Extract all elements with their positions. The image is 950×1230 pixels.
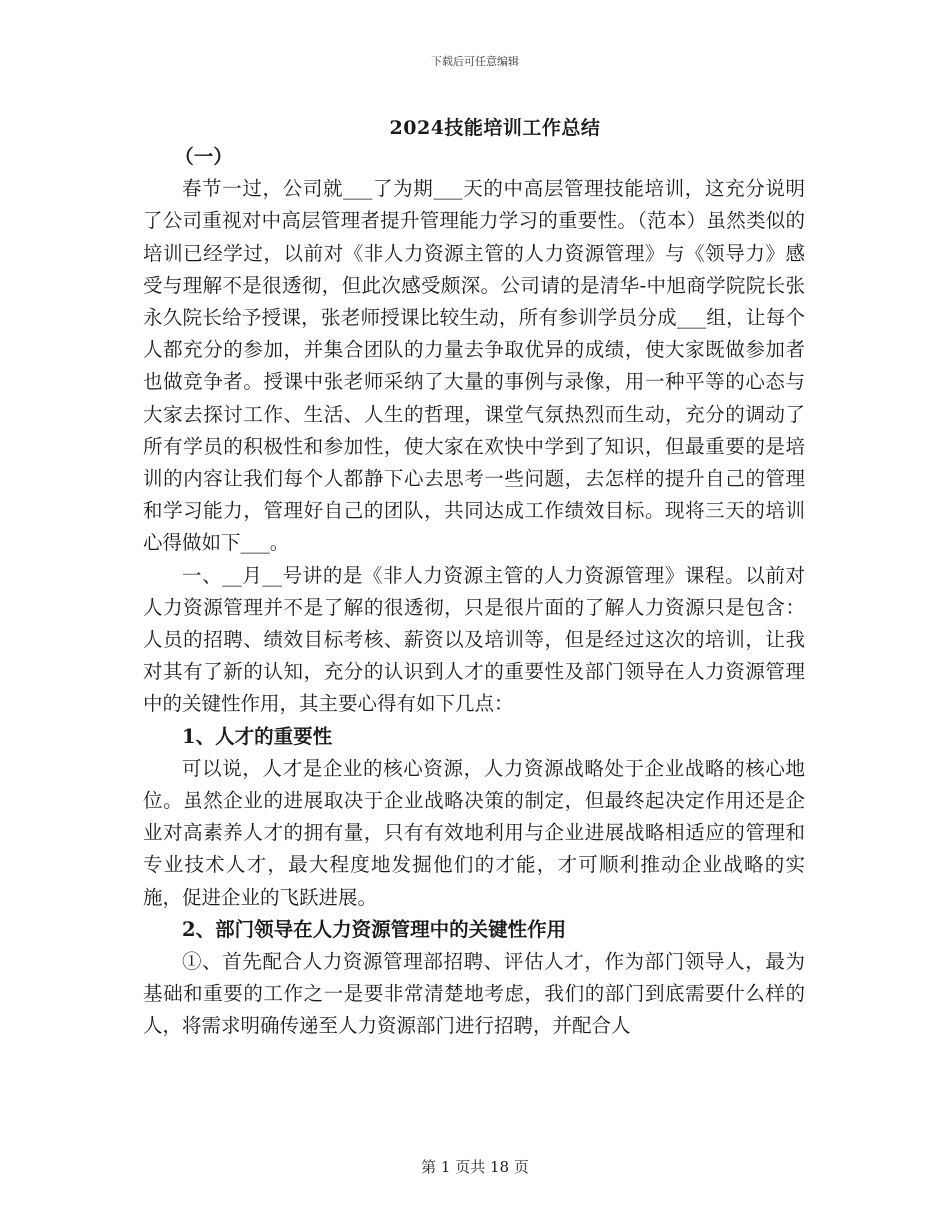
paragraph-talent: 可以说，人才是企业的核心资源，人力资源战略处于企业战略的核心地位。虽然企业的进展取决于企业战略决策的制定，但最终起决定作用还是企业对高素养人才的拥有量，只有有效地利用与企业进展战略相适应的管理和专业技术人才，最大程度地发掘他们的才能，才可顺利推动企业战略的实施，促进企业的飞跃进展。 bbox=[143, 756, 805, 909]
paragraph-course-one: 一、__月__号讲的是《非人力资源主管的人力资源管理》课程。以前对人力资源管理并不是了解的很透彻，只是很片面的了解人力资源只是包含：人员的招聘、绩效目标考核、薪资以及培训等，但是经过这次的培训，让我对其有了新的认知，充分的认识到人才的重要性及部门领导在人力资源管理中的关键性作用，其主要心得有如下几点： bbox=[143, 563, 805, 716]
document-title: 2024技能培训工作总结 bbox=[389, 117, 601, 139]
page-footer: 第 1 页共 18 页 bbox=[421, 1158, 529, 1176]
document-body bbox=[143, 141, 805, 1043]
paragraph-leader-role: ①、首先配合人力资源管理部招聘、评估人才，作为部门领导人，最为基础和重要的工作之一是要非常清楚地考虑，我们的部门到底需要什么样的人，将需求明确传递至人力资源部门进行招聘，并配合人 bbox=[143, 950, 805, 1038]
heading-talent-importance: 1、人才的重要性 bbox=[182, 724, 333, 748]
paragraph-intro: 春节一过，公司就___了为期___天的中高层管理技能培训，这充分说明了公司重视对中高层管理者提升管理能力学习的重要性。（范本）虽然类似的培训已经学过，以前对《非人力资源主管的人力资源管理》与《领导力》感受与理解不是很透彻，但此次感受颇深。公司请的是清华-中旭商学院院长张永久院长给予授课，张老师授课比较生动，所有参训学员分成___组，让每个人都充分的参加，并集合团队的力量去争取优异的成绩，使大家既做参加者也做竞争者。授课中张老师采纳了大量的事例与录像，用一种平等的心态与大家去探讨工作、生活、人生的哲理，课堂气氛热烈而生动，充分的调动了所有学员的积极性和参加性，使大家在欢快中学到了知识，但最重要的是培训的内容让我们每个人都静下心去思考一些问题，去怎样的提升自己的管理和学习能力，管理好自己的团队，共同达成工作绩效目标。现将三天的培训心得做如下___。 bbox=[143, 177, 805, 555]
heading-leader-role: 2、部门领导在人力资源管理中的关键性作用 bbox=[182, 917, 567, 941]
section-mark: （一） bbox=[174, 145, 233, 168]
header-note: 下载后可任意编辑 bbox=[431, 55, 519, 68]
